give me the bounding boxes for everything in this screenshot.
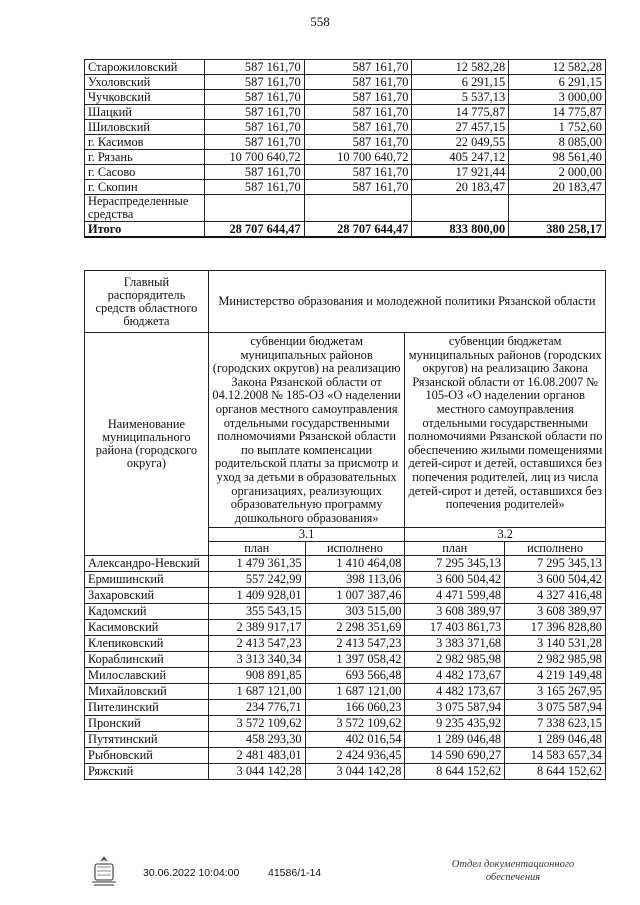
amount-cell: 2 000,00 xyxy=(509,165,606,180)
amount-cell: 587 161,70 xyxy=(304,90,412,105)
amount-cell: 587 161,70 xyxy=(204,120,304,135)
amount-cell: 3 572 109,62 xyxy=(208,716,305,732)
district-name: Ряжский xyxy=(85,764,209,780)
amount-cell: 3 572 109,62 xyxy=(305,716,405,732)
amount-cell: 2 481 483,01 xyxy=(208,748,305,764)
header-code-3-2: 3.2 xyxy=(405,528,606,542)
amount-cell: 7 295 345,13 xyxy=(505,556,606,572)
emblem-icon xyxy=(86,853,122,889)
table-row xyxy=(85,604,606,620)
amount-cell: 4 482 173,67 xyxy=(405,668,505,684)
table-row xyxy=(85,572,606,588)
header-plan-3-1: план xyxy=(208,542,305,556)
amount-cell: 587 161,70 xyxy=(204,60,304,75)
table-row xyxy=(85,150,606,165)
table-row xyxy=(85,716,606,732)
amount-cell: 2 413 547,23 xyxy=(305,636,405,652)
amount-cell: 1 752,60 xyxy=(509,120,606,135)
amount-cell: 10 700 640,72 xyxy=(204,150,304,165)
header-ministry: Министерство образования и молодежной политики Рязанской области xyxy=(208,271,605,333)
district-name: Шацкий xyxy=(85,105,205,120)
amount-cell: 1 479 361,35 xyxy=(208,556,305,572)
amount-cell: 3 140 531,28 xyxy=(505,636,606,652)
amount-cell: 587 161,70 xyxy=(304,135,412,150)
amount-cell: 14 775,87 xyxy=(412,105,509,120)
page-number: 558 xyxy=(310,14,330,29)
amount-cell: 1 410 464,08 xyxy=(305,556,405,572)
amount-cell: 5 537,13 xyxy=(412,90,509,105)
amount-cell: 3 075 587,94 xyxy=(405,700,505,716)
department-stamp: Отдел документационного обеспечения xyxy=(451,859,575,883)
amount-cell: 8 644 152,62 xyxy=(405,764,505,780)
amount-cell: 17 403 861,73 xyxy=(405,620,505,636)
amount-cell: 3 608 389,97 xyxy=(405,604,505,620)
table-row xyxy=(85,120,606,135)
district-name: Чучковский xyxy=(85,90,205,105)
amount-cell: 10 700 640,72 xyxy=(304,150,412,165)
total-label: Итого xyxy=(85,222,205,238)
amount-cell: 8 644 152,62 xyxy=(505,764,606,780)
amount-cell: 3 044 142,28 xyxy=(305,764,405,780)
district-name: Пителинский xyxy=(85,700,209,716)
amount-cell xyxy=(204,195,304,222)
amount-cell: 1 007 387,46 xyxy=(305,588,405,604)
amount-cell: 3 044 142,28 xyxy=(208,764,305,780)
amount-cell: 587 161,70 xyxy=(304,75,412,90)
table-row xyxy=(85,668,606,684)
amount-cell: 1 409 928,01 xyxy=(208,588,305,604)
amount-cell: 908 891,85 xyxy=(208,668,305,684)
table-row xyxy=(85,700,606,716)
header-subvention-3-2: субвенции бюджетам муниципальных районов (городских округов) на реализацию Закона Рязанской области от 16.08.2007 № 105-ОЗ «О наделении органов местного самоуправления отдельными государственными полномочиями Рязанской области по обеспечению жилыми помещениями детей-сирот и детей, оставшихся без попечения родителей, лиц из числа детей-сирот и детей, оставшихся без попечения родителей» xyxy=(405,333,606,528)
amount-cell: 1 289 046,48 xyxy=(405,732,505,748)
district-name: Кораблинский xyxy=(85,652,209,668)
district-name: Шиловский xyxy=(85,120,205,135)
amount-cell: 587 161,70 xyxy=(204,165,304,180)
table-row xyxy=(85,652,606,668)
amount-cell: 9 235 435,92 xyxy=(405,716,505,732)
amount-cell: 4 482 173,67 xyxy=(405,684,505,700)
amount-cell: 6 291,15 xyxy=(509,75,606,90)
amount-cell: 8 085,00 xyxy=(509,135,606,150)
district-name: Клепиковский xyxy=(85,636,209,652)
amount-cell: 98 561,40 xyxy=(509,150,606,165)
budget-table-body xyxy=(85,60,606,238)
amount-cell: 3 165 267,95 xyxy=(505,684,606,700)
amount-cell: 4 471 599,48 xyxy=(405,588,505,604)
amount-cell: 20 183,47 xyxy=(412,180,509,195)
district-name: г. Скопин xyxy=(85,180,205,195)
amount-cell: 2 389 917,17 xyxy=(208,620,305,636)
amount-cell: 4 219 149,48 xyxy=(505,668,606,684)
footer-datetime: 30.06.2022 10:04:00 xyxy=(143,867,240,879)
amount-cell xyxy=(304,195,412,222)
table-row xyxy=(85,556,606,572)
amount-cell: 1 289 046,48 xyxy=(505,732,606,748)
amount-cell: 2 424 936,45 xyxy=(305,748,405,764)
table-row xyxy=(85,180,606,195)
district-name: Рыбновский xyxy=(85,748,209,764)
amount-cell: 3 313 340,34 xyxy=(208,652,305,668)
total-row xyxy=(85,222,606,238)
header-done-3-1: исполнено xyxy=(305,542,405,556)
amount-cell: 6 291,15 xyxy=(412,75,509,90)
amount-cell: 398 113,06 xyxy=(305,572,405,588)
district-name: г. Касимов xyxy=(85,135,205,150)
amount-cell: 587 161,70 xyxy=(304,165,412,180)
amount-cell: 20 183,47 xyxy=(509,180,606,195)
amount-cell: 587 161,70 xyxy=(204,135,304,150)
amount-cell: 587 161,70 xyxy=(204,75,304,90)
amount-cell: 3 075 587,94 xyxy=(505,700,606,716)
district-name: Милославский xyxy=(85,668,209,684)
table-row xyxy=(85,588,606,604)
district-name: Захаровский xyxy=(85,588,209,604)
amount-cell: 2 982 985,98 xyxy=(505,652,606,668)
district-name: Ухоловский xyxy=(85,75,205,90)
table-row xyxy=(85,764,606,780)
amount-cell: 303 515,00 xyxy=(305,604,405,620)
table-row xyxy=(85,90,606,105)
amount-cell: 166 060,23 xyxy=(305,700,405,716)
amount-cell: 587 161,70 xyxy=(304,120,412,135)
amount-cell: 12 582,28 xyxy=(509,60,606,75)
amount-cell: 405 247,12 xyxy=(412,150,509,165)
district-name: Пронский xyxy=(85,716,209,732)
district-name: Кадомский xyxy=(85,604,209,620)
amount-cell: 234 776,71 xyxy=(208,700,305,716)
amount-cell: 7 338 623,15 xyxy=(505,716,606,732)
total-amount: 28 707 644,47 xyxy=(304,222,412,238)
district-name: Нераспределенные средства xyxy=(85,195,205,222)
table-row xyxy=(85,636,606,652)
amount-cell: 557 242,99 xyxy=(208,572,305,588)
amount-cell: 458 293,30 xyxy=(208,732,305,748)
amount-cell: 587 161,70 xyxy=(304,105,412,120)
amount-cell: 3 608 389,97 xyxy=(505,604,606,620)
district-name: Александро-Невский xyxy=(85,556,209,572)
table-row xyxy=(85,60,606,75)
table-row xyxy=(85,105,606,120)
total-amount: 28 707 644,47 xyxy=(204,222,304,238)
amount-cell: 402 016,54 xyxy=(305,732,405,748)
total-amount: 380 258,17 xyxy=(509,222,606,238)
amount-cell: 587 161,70 xyxy=(204,105,304,120)
amount-cell: 14 583 657,34 xyxy=(505,748,606,764)
footer-document-code: 41586/1-14 xyxy=(268,867,322,879)
header-district-label: Наименование муниципального района (городского округа) xyxy=(85,333,209,556)
table-row xyxy=(85,165,606,180)
amount-cell: 3 600 504,42 xyxy=(405,572,505,588)
table-row xyxy=(85,620,606,636)
header-subvention-3-1: субвенции бюджетам муниципальных районов (городских округов) на реализацию Закона Рязанской области от 04.12.2008 № 185-ОЗ «О наделении органов местного самоуправления отдельными государственными полномочиями Рязанской области по выплате компенсации родительской платы за присмотр и уход за детьми в образовательных организациях, реализующих образовательную программу дошкольного образования» xyxy=(208,333,405,528)
amount-cell: 587 161,70 xyxy=(304,60,412,75)
amount-cell: 355 543,15 xyxy=(208,604,305,620)
amount-cell: 1 687 121,00 xyxy=(208,684,305,700)
subventions-table-body xyxy=(85,271,606,780)
budget-table-continued xyxy=(84,59,606,238)
district-name: Путятинский xyxy=(85,732,209,748)
district-name: Касимовский xyxy=(85,620,209,636)
table-row xyxy=(85,732,606,748)
subventions-table xyxy=(84,270,606,780)
table-row xyxy=(85,684,606,700)
amount-cell: 3 383 371,68 xyxy=(405,636,505,652)
table-row xyxy=(85,195,606,222)
amount-cell: 14 590 690,27 xyxy=(405,748,505,764)
amount-cell: 17 921,44 xyxy=(412,165,509,180)
amount-cell: 12 582,28 xyxy=(412,60,509,75)
amount-cell: 4 327 416,48 xyxy=(505,588,606,604)
district-name: Ермишинский xyxy=(85,572,209,588)
header-main-distributor: Главный распорядитель средств областного бюджета xyxy=(85,271,209,333)
header-done-3-2: исполнено xyxy=(505,542,606,556)
district-name: г. Сасово xyxy=(85,165,205,180)
amount-cell: 2 298 351,69 xyxy=(305,620,405,636)
amount-cell: 14 775,87 xyxy=(509,105,606,120)
total-amount: 833 800,00 xyxy=(412,222,509,238)
amount-cell: 587 161,70 xyxy=(304,180,412,195)
amount-cell: 3 600 504,42 xyxy=(505,572,606,588)
amount-cell: 17 396 828,80 xyxy=(505,620,606,636)
header-plan-3-2: план xyxy=(405,542,505,556)
table-row xyxy=(85,75,606,90)
amount-cell: 587 161,70 xyxy=(204,180,304,195)
amount-cell: 693 566,48 xyxy=(305,668,405,684)
district-name: Михайловский xyxy=(85,684,209,700)
amount-cell: 2 413 547,23 xyxy=(208,636,305,652)
amount-cell: 27 457,15 xyxy=(412,120,509,135)
district-name: Старожиловский xyxy=(85,60,205,75)
amount-cell xyxy=(509,195,606,222)
table-row xyxy=(85,748,606,764)
amount-cell xyxy=(412,195,509,222)
amount-cell: 22 049,55 xyxy=(412,135,509,150)
amount-cell: 1 397 058,42 xyxy=(305,652,405,668)
header-code-3-1: 3.1 xyxy=(208,528,405,542)
amount-cell: 2 982 985,98 xyxy=(405,652,505,668)
amount-cell: 7 295 345,13 xyxy=(405,556,505,572)
amount-cell: 1 687 121,00 xyxy=(305,684,405,700)
amount-cell: 3 000,00 xyxy=(509,90,606,105)
table-row xyxy=(85,135,606,150)
district-name: г. Рязань xyxy=(85,150,205,165)
amount-cell: 587 161,70 xyxy=(204,90,304,105)
